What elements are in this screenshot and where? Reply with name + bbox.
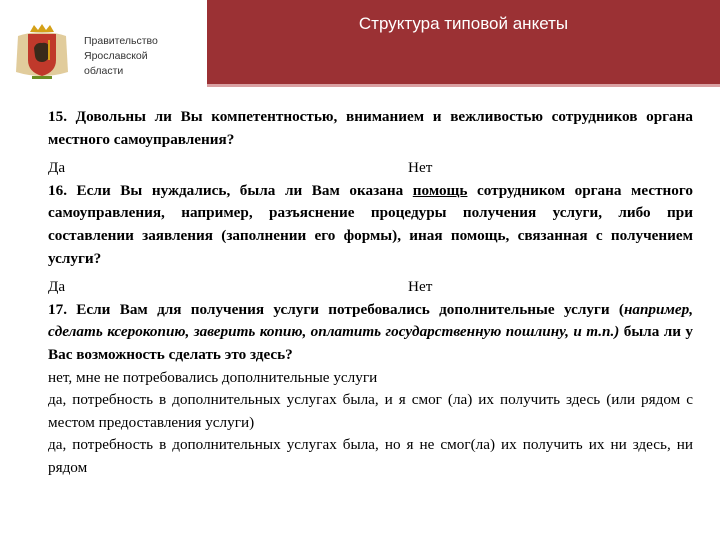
question-17 xyxy=(48,299,693,367)
answer-yes-15: Да xyxy=(48,159,66,177)
answer-row-15 xyxy=(48,157,693,180)
title-banner xyxy=(207,0,720,84)
answer-yes-16: Да xyxy=(48,278,66,296)
page-title: Структура типовой анкеты xyxy=(358,14,569,33)
answer-no-15: Нет xyxy=(408,159,433,177)
answer-option-3: да, потребность в дополнительных услугах была, но я не смог(ла) их получить их ни здесь, ни рядом xyxy=(48,436,693,476)
answer-option-1: нет, мне не потребовались дополнительные услуги xyxy=(48,368,378,386)
question-17-text-b: была ли у Вас возможность сделать это здесь? xyxy=(48,323,693,363)
questionnaire xyxy=(48,106,693,480)
organization-name xyxy=(84,34,204,79)
org-line-2: Ярославской xyxy=(84,50,148,62)
banner-stripe xyxy=(207,84,720,87)
question-17-italic: например, сделать ксерокопию, заверить копию, оплатить государственную пошлину, и т.п.) xyxy=(48,300,693,341)
question-16 xyxy=(48,180,693,270)
question-16-text-a: 16. Если Вы нуждались, была ли Вам оказана xyxy=(48,181,413,199)
answer-no-16: Нет xyxy=(408,278,433,296)
org-line-1: Правительство xyxy=(84,35,158,47)
question-15: 15. Довольны ли Вы компетентностью, вниманием и вежливостью сотрудников органа местного самоуправления? xyxy=(48,108,693,148)
question-17-text-a: 17. Если Вам для получения услуги потребовались дополнительные услуги ( xyxy=(48,300,624,318)
question-16-text-b: сотрудником органа местного самоуправления, например, разъяснение процедуры получения услуги, либо при составлении заявления (заполнении его формы), иная помощь, связанная с получением услуги? xyxy=(48,181,693,267)
answer-option-2: да, потребность в дополнительных услугах была, и я смог (ла) их получить здесь (или рядом с местом предоставления услуги) xyxy=(48,391,693,431)
org-line-3: области xyxy=(84,65,124,77)
answer-row-16 xyxy=(48,276,693,299)
header xyxy=(0,0,720,88)
question-16-underlined: помощь xyxy=(412,181,468,199)
coat-of-arms-icon xyxy=(14,22,70,80)
